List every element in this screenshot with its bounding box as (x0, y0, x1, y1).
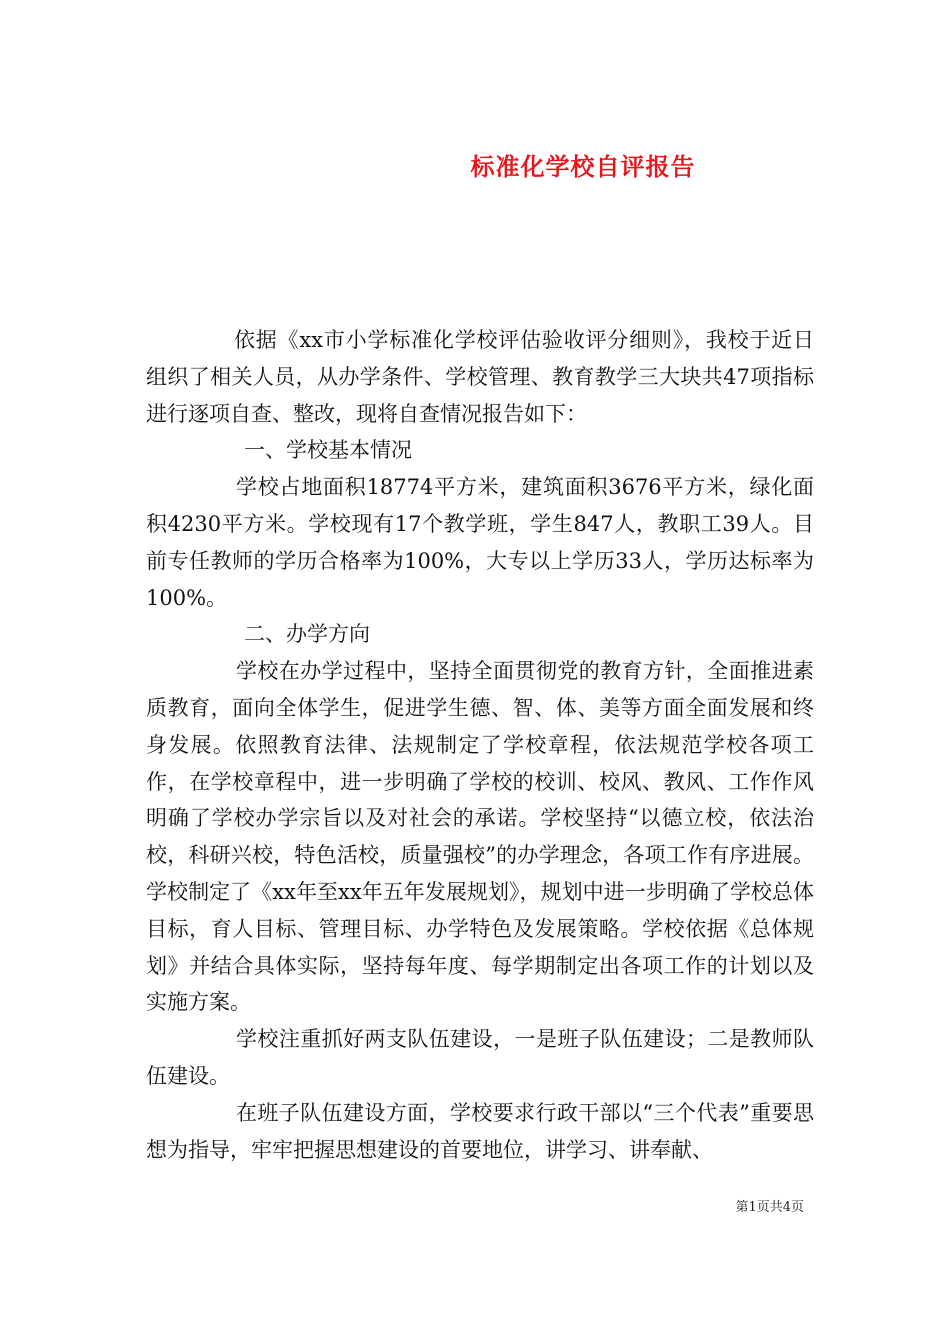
page-number: 第1页共4页 (735, 1200, 804, 1215)
document-body (146, 322, 814, 1168)
direction-paragraph: 学校在办学过程中，坚持全面贯彻党的教育方针，全面推进素质教育，面向全体学生，促进学生德、智、体、美等方面全面发展和终身发展。依照教育法律、法规制定了学校章程，依法规范学校各项工作，在学校章程中，进一步明确了学校的校训、校风、教风、工作作风明确了学校办学宗旨以及对社会的承诺。学校坚持“以德立校，依法治校，科研兴校，特色活校，质量强校”的办学理念，各项工作有序进展。学校制定了《xx年至xx年五年发展规划》，规划中进一步明确了学校总体目标，育人目标、管理目标、办学特色及发展策略。学校依据《总体规划》并结合具体实际，坚持每年度、每学期制定出各项工作的计划以及实施方案。 (146, 659, 814, 1015)
page-title: 标准化学校自评报告 (470, 153, 696, 182)
intro-paragraph: 依据《xx市小学标准化学校评估验收评分细则》，我校于近日组织了相关人员，从办学条件、学校管理、教育教学三大块共47项指标进行逐项自查、整改，现将自查情况报告如下： (146, 328, 814, 426)
leadership-paragraph: 在班子队伍建设方面，学校要求行政干部以“三个代表”重要思想为指导，牢牢把握思想建设的首要地位，讲学习、讲奉献、 (146, 1100, 814, 1162)
section-heading-basic-info: 一、学校基本情况 (244, 438, 412, 463)
section-heading-direction: 二、办学方向 (244, 622, 370, 647)
team-building-paragraph: 学校注重抓好两支队伍建设，一是班子队伍建设；二是教师队伍建设。 (146, 1027, 814, 1088)
basic-info-paragraph: 学校占地面积18774平方米，建筑面积3676平方米，绿化面积4230平方米。学校现有17个教学班，学生847人，教职工39人。目前专任教师的学历合格率为100%，大专以上学历33人，学历达标率为100%。 (146, 475, 814, 610)
